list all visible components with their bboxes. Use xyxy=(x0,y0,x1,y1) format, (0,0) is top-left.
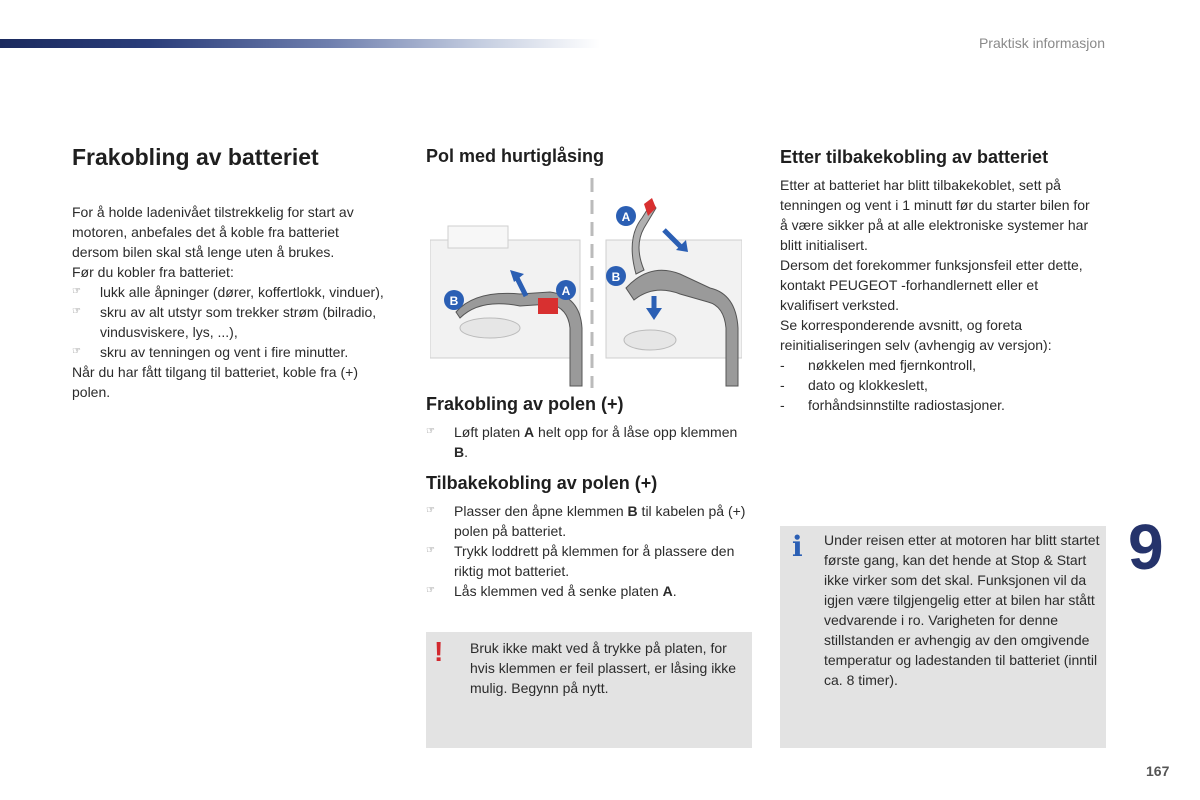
page-number: 167 xyxy=(1146,763,1170,779)
list-item: ☞ skru av alt utstyr som trekker strøm (bilradio, vindusviskere, lys, ...), xyxy=(72,304,377,340)
disconnect-steps xyxy=(426,422,746,462)
intro-line: motoren, anbefales det å koble fra batteriet xyxy=(72,224,339,240)
info-icon: i xyxy=(792,530,803,563)
quick-release-title: Pol med hurtiglåsing xyxy=(426,146,605,166)
paragraph: Etter at batteriet har blitt tilbakekoblet, sett på tenningen og vent i 1 minutt før du starter bilen for å være sikker på at alle elektroniske systemer har blitt initialisert. xyxy=(780,177,1090,253)
pointer-icon: ☞ xyxy=(426,426,435,437)
label-b-left: B xyxy=(449,294,459,308)
list-item: - nøkkelen med fjernkontroll, xyxy=(780,357,977,373)
list-item: ☞ Trykk loddrett på klemmen for å plassere den riktig mot batteriet. xyxy=(426,543,735,579)
preparation-list xyxy=(72,282,392,362)
list-item: ☞ lukk alle åpninger (dører, koffertlokk, vinduer), xyxy=(72,284,384,300)
disconnect-title: Frakobling av polen (+) xyxy=(426,394,624,414)
warning-text: Bruk ikke makt ved å trykke på platen, for hvis klemmen er feil plassert, er låsing ikke mulig. Begynn på nytt. xyxy=(470,640,737,696)
pointer-icon: ☞ xyxy=(72,346,81,357)
list-item: ☞ Plasser den åpne klemmen B til kabelen på (+) polen på batteriet. xyxy=(426,503,746,539)
battery-clamp-illustration xyxy=(430,178,742,388)
paragraph: Se korresponderende avsnitt, og foreta reinitialiseringen selv (avhengig av versjon): xyxy=(780,317,1052,353)
info-box xyxy=(780,526,1106,748)
label-a-right: A xyxy=(621,210,631,224)
outro-text: Når du har fått tilgang til batteriet, koble fra (+) polen. xyxy=(72,364,358,400)
label-a-left: A xyxy=(561,284,571,298)
list-item: ☞ Lås klemmen ved å senke platen A. xyxy=(426,583,677,599)
label-b-right: B xyxy=(611,270,621,284)
terminal-post-right-shape xyxy=(624,330,676,350)
info-text: Under reisen etter at motoren har blitt startet første gang, kan det hende at Stop & Start ikke virker som det skal. Funksjonen vil da igjen være tilgjengelig etter at bilen har stått vedvarende i ro. Varigheten for denne stillstanden er avhengig av den omgivende temperatur og ladestanden til batteriet (inntil ca. 8 timer). xyxy=(824,532,1100,688)
warning-box xyxy=(426,632,752,748)
header-gradient-bar xyxy=(0,39,600,48)
list-item: - dato og klokkeslett, xyxy=(780,377,928,393)
page-title: Frakobling av batteriet xyxy=(72,144,319,170)
list-item: ☞ skru av tenningen og vent i fire minutter. xyxy=(72,344,349,360)
plate-a-left-shape xyxy=(538,298,558,314)
reconnect-steps xyxy=(426,501,746,601)
battery-cap-shape xyxy=(448,226,508,248)
terminal-post-shape xyxy=(460,318,520,338)
list-item: - forhåndsinnstilte radiostasjoner. xyxy=(780,397,1005,413)
chapter-number: 9 xyxy=(1128,511,1164,583)
reconnect-title: Tilbakekobling av polen (+) xyxy=(426,473,658,493)
list-item: ☞ Løft platen A helt opp for å låse opp klemmen B. xyxy=(426,424,738,460)
paragraph: Dersom det forekommer funksjonsfeil etter dette, kontakt PEUGEOT -forhandlernett eller et kvalifisert verksted. xyxy=(780,257,1083,313)
reinit-list xyxy=(780,355,1100,415)
section-title: Praktisk informasjon xyxy=(978,35,1105,51)
pointer-icon: ☞ xyxy=(72,306,81,317)
pointer-icon: ☞ xyxy=(72,286,81,297)
after-reconnect-column xyxy=(780,175,1100,415)
intro-line: For å holde ladenivået tilstrekkelig for start av xyxy=(72,204,354,220)
pointer-icon: ☞ xyxy=(426,505,435,516)
intro-line: dersom bilen skal stå lenge uten å brukes. xyxy=(72,244,335,260)
warning-icon: ! xyxy=(434,636,444,667)
intro-line: Før du kobler fra batteriet: xyxy=(72,264,234,280)
pointer-icon: ☞ xyxy=(426,545,435,556)
pointer-icon: ☞ xyxy=(426,585,435,596)
after-reconnect-title: Etter tilbakekobling av batteriet xyxy=(780,147,1049,167)
intro-column xyxy=(72,202,392,402)
